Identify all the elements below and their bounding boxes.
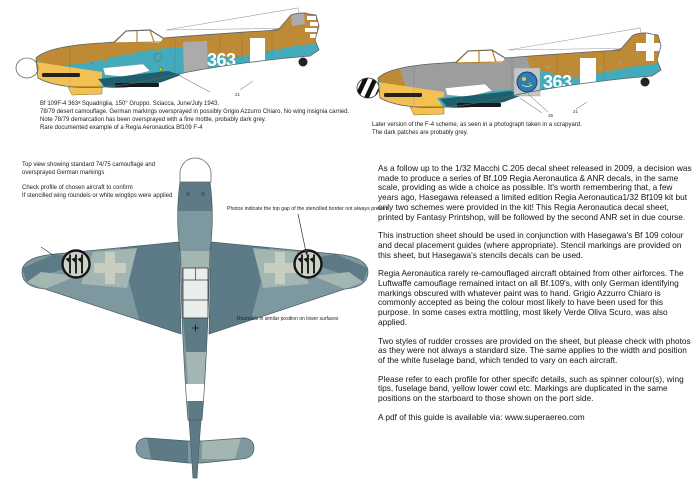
paragraph: Regia Aeronautica rarely re-camouflaged aircraft obtained from other airforces. The Luftwaffe camouflage remained intact on all Bf.109's, with only German identifying markings obscured with whatever paint was to hand. Grigio Azzurro Chiaro is commonly accepted as being the colour most likely to have been used for this purpose. In some cases extra mottling, most likely Verde Oliva Scuro, was also applied.: [378, 268, 684, 327]
profile-second-caption: [372, 121, 682, 137]
callout-36: 36: [548, 113, 554, 118]
caption-line: Note 78/79 demarcation has been oversprayed with a fine mottle, probably dark grey.: [40, 117, 267, 123]
tailwheel: [641, 78, 650, 87]
paragraph: As a follow up to the 1/32 Macchi C.205 decal sheet released in 2009, a decision was made to produce a series of Bf.109 Regia Aeronautica & ANR decals, in the same scale, providing as wide a choice as possible. It's worth remembering that, a few years ago, Hasegawa released a limited edition Regia Aeronautica1/32 Bf109 kit but only two schemes were provided in the kit! This Regia Aeronautica decal sheet, printed by Fantasy Printshop, will be followed by the second ANR set in due course.: [378, 163, 692, 222]
tailwheel: [299, 58, 308, 67]
note-roundels-lower: [237, 316, 338, 322]
note-check-profile: [22, 185, 207, 200]
paragraph: This instruction sheet should be used in conjunction with Hasegawa's Bf 109 colour and decal placement guides (where appropriate). Stencil markings are provided on this sheet, but Hasegawa's stencils decals can be used.: [378, 230, 684, 260]
caption-line: Later version of the F-4 scheme, as seen in a photograph taken in a scrapyard.: [372, 122, 582, 128]
caption-line: The dark patches are probably grey.: [372, 130, 468, 136]
note-stencil-border: [227, 206, 390, 212]
gun-trough: [42, 73, 80, 77]
canopy-glass: [456, 50, 505, 63]
paragraph: Two styles of rudder crosses are provided on the sheet, but please check with photos as they were not always a standard size. The same applies to the width and position of the white fuselage band, which tended to vary on each aircraft.: [378, 335, 691, 365]
body-text-column: [378, 164, 692, 431]
stencil-note-arrow: [298, 214, 309, 256]
caption-line: Rare documented example of a Regia Aeronautica Bf109 F-4: [40, 125, 203, 131]
tactical-number: 363: [207, 50, 236, 70]
caption-line: 78/79 desert camouflage. German markings oversprayed in possibly Grigio Azzurro Chiaro. No wing insignia carried.: [40, 109, 350, 115]
note-camouflage: [22, 162, 180, 177]
wing-roundel-right: [295, 251, 322, 278]
spinner: [16, 58, 38, 78]
paragraph: Please refer to each profile for other specifc details, such as spinner colour(s), wing tips, fuselage band, yellow lower cowl etc. Markings are duplicated in the same positions on the starboard to those shown on the port side.: [378, 373, 684, 404]
canopy-top: [183, 268, 208, 318]
squadron-emblem: [517, 72, 537, 92]
tactical-number: 363: [543, 72, 572, 92]
caption-line: Bf 109F-4 363ᵃ Squadriglia, 150° Gruppo. Sciacca, June/July 1943.: [40, 101, 220, 107]
profile-first-caption: [40, 100, 370, 132]
emblem-detail-green: [529, 83, 532, 86]
profile-second-aircraft: [352, 22, 700, 120]
white-band-top: [185, 384, 206, 401]
note-text: Check profile of chosen aircraft to confirm: [22, 185, 133, 191]
note-text: Roundels in similar position on lower surfaces: [237, 316, 339, 322]
pitot-tube: [41, 247, 53, 255]
gun-trough: [384, 93, 422, 97]
note-text: If stencilled wing roundels or white wingtips were applied: [22, 192, 173, 199]
callout-21: 21: [235, 92, 241, 97]
fin-overspray-patch: [291, 13, 305, 26]
profile-first-aircraft: [10, 2, 358, 100]
left-wing: [22, 242, 181, 334]
spinner-top: [180, 158, 211, 182]
leader-lines: [180, 76, 253, 92]
paragraph-pdf-link-text: A pdf of this guide is available via: www.superaereo.com: [378, 411, 585, 422]
note-text: Top view showing standard 74/75 camouflage and oversprayed German markings: [22, 162, 156, 176]
emblem-detail-yellow: [522, 77, 526, 81]
note-text: Photos indicate the top gap of the stencilled border not always present.: [227, 206, 390, 212]
callout-21: 21: [573, 109, 579, 114]
canopy-glass: [114, 30, 163, 43]
wing-roundel-left: [63, 251, 90, 278]
white-fuselage-band: [580, 58, 596, 103]
